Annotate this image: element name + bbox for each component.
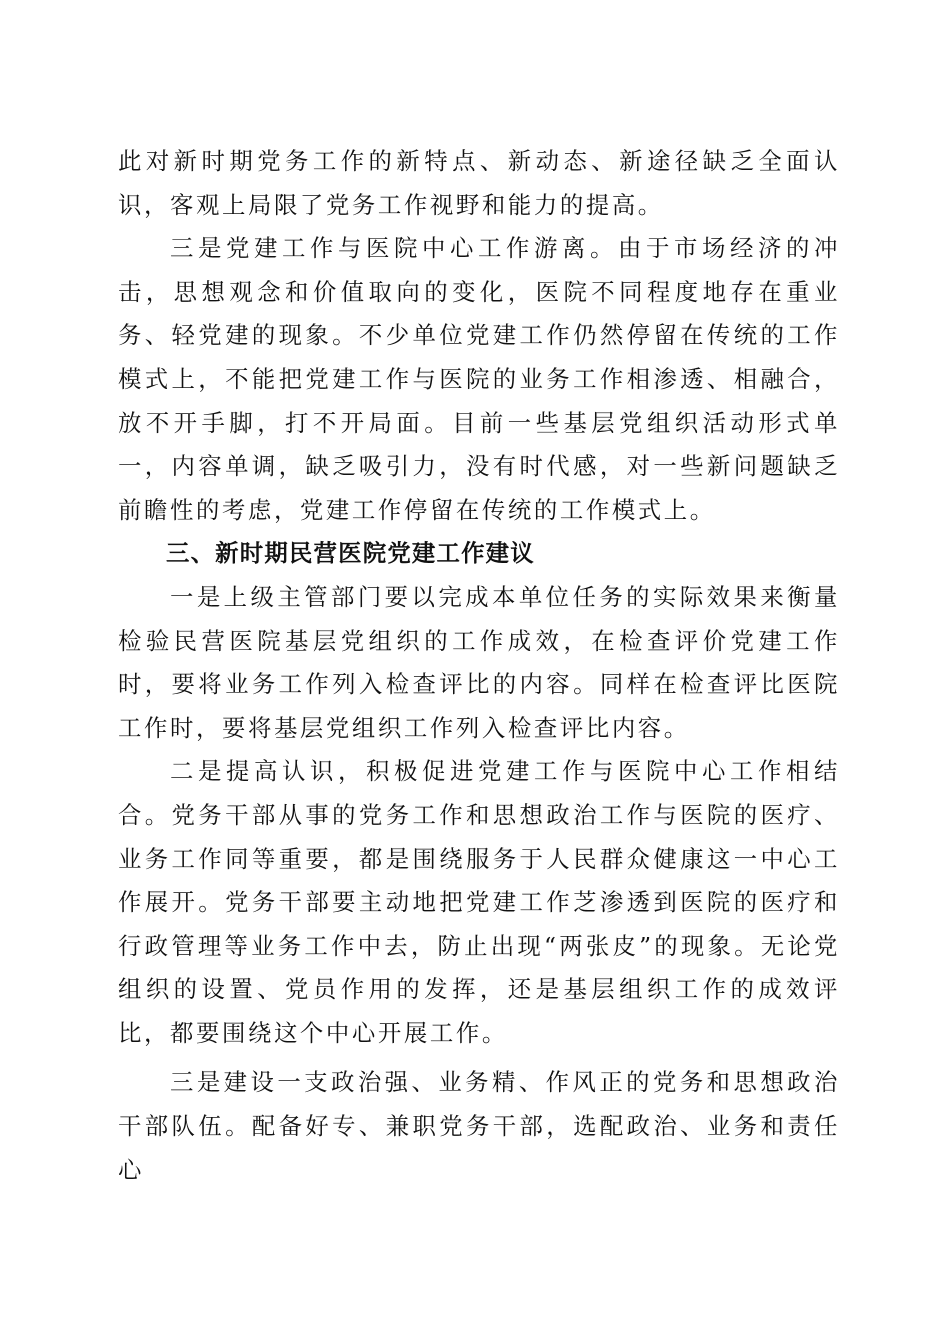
paragraph-recommendation-one: 一是上级主管部门要以完成本单位任务的实际效果来衡量检验民营医院基层党组织的工作成效，在检查评价党建工作时，要将业务工作列入检查评比的内容。同样在检查评比医院工作时，要将基层党组织工作列入检查评比内容。 (118, 582, 840, 742)
paragraph-recommendation-two: 二是提高认识，积极促进党建工作与医院中心工作相结合。党务干部从事的党务工作和思想政治工作与医院的医疗、业务工作同等重要，都是围绕服务于人民群众健康这一中心工作展开。党务干部要主动地把党建工作芝渗透到医院的医疗和行政管理等业务工作中去，防止出现“两张皮”的现象。无论党组织的设置、党员作用的发挥，还是基层组织工作的成效评比，都要围绕这个中心开展工作。 (118, 757, 840, 1047)
paragraph-continuation: 此对新时期党务工作的新特点、新动态、新途径缺乏全面认识，客观上局限了党务工作视野和能力的提高。 (118, 147, 840, 219)
document-body (118, 140, 840, 1192)
paragraph-point-three-disconnect: 三是党建工作与医院中心工作游离。由于市场经济的冲击，思想观念和价值取向的变化，医院不同程度地存在重业务、轻党建的现象。不少单位党建工作仍然停留在传统的工作模式上，不能把党建工作与医院的业务工作相渗透、相融合，放不开手脚，打不开局面。目前一些基层党组织活动形式单一，内容单调，缺乏吸引力，没有时代感，对一些新问题缺乏前瞻性的考虑，党建工作停留在传统的工作模式上。 (118, 234, 840, 524)
paragraph-recommendation-three: 三是建设一支政治强、业务精、作风正的党务和思想政治干部队伍。配备好专、兼职党务干部，选配政治、业务和责任心 (118, 1068, 840, 1184)
section-heading-recommendations: 三、新时期民营医院党建工作建议 (166, 539, 535, 568)
